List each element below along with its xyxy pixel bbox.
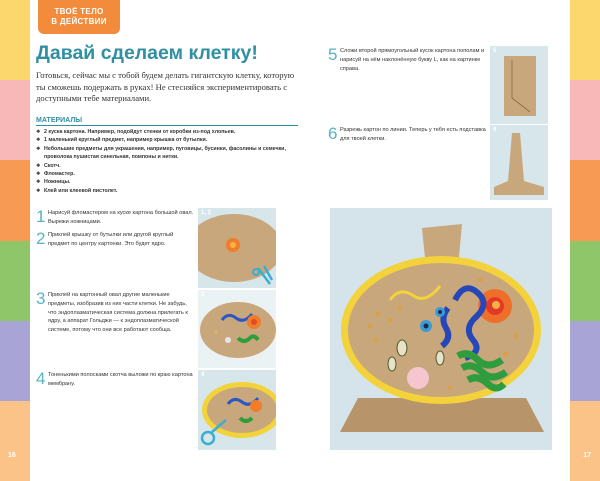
step-5 bbox=[328, 46, 486, 73]
step-text: Нарисуй фломастером на куске картона большой овал. Вырежи ножницами. bbox=[48, 210, 194, 225]
materials-divider bbox=[36, 125, 298, 126]
photo-step-4 bbox=[198, 370, 276, 450]
step-4 bbox=[36, 370, 194, 389]
cardboard-oval-image bbox=[198, 208, 276, 288]
material-item: ❖ Клей или клеевой пистолет. bbox=[36, 187, 304, 195]
materials-heading: МАТЕРИАЛЫ bbox=[36, 117, 83, 124]
cut-stand-image bbox=[490, 125, 548, 200]
material-item: ❖ 2 куска картона. Например, подойдут стенки от коробки из-под хлопьев. bbox=[36, 128, 304, 136]
photo-finished-cell bbox=[330, 208, 552, 450]
material-item: ❖ 1 маленький круглый предмет, например крышка от бутылки. bbox=[36, 136, 304, 144]
material-item: ❖ Фломастер. bbox=[36, 170, 304, 178]
step-text: Тоненькими полосками скотча выложи по краю картона мембрану. bbox=[48, 372, 193, 387]
step-number: 3 bbox=[36, 289, 46, 308]
photo-label: 6 bbox=[493, 127, 497, 133]
photo-label: 4 bbox=[201, 372, 205, 378]
material-item: ❖ Скотч. bbox=[36, 162, 304, 170]
material-item: ❖ Ножницы. bbox=[36, 178, 304, 186]
step-number: 4 bbox=[36, 369, 46, 388]
step-number: 6 bbox=[328, 124, 338, 143]
step-text: Разрежь картон по линии. Теперь у тебя есть подставка для твоей клетки. bbox=[340, 127, 486, 142]
photo-step-3 bbox=[198, 290, 276, 368]
photo-steps-1-2 bbox=[198, 208, 276, 288]
step-text: Приклей крышку от бутылки или другой круглый предмет по центру картонки. Это будет ядро. bbox=[48, 232, 174, 247]
materials-section bbox=[36, 117, 304, 195]
photo-step-5 bbox=[490, 46, 548, 124]
step-1 bbox=[36, 208, 194, 227]
step-number: 5 bbox=[328, 45, 338, 64]
folded-cardboard-image bbox=[490, 46, 548, 124]
left-color-stripes bbox=[0, 0, 30, 481]
step-number: 1 bbox=[36, 207, 46, 226]
badge-line-1: ТВОЁ ТЕЛО bbox=[54, 7, 104, 16]
step-text: Приклей на картонный овал другие маленькие предметы, изобразив из них части клетки. Не забудь, что эндоплазматическая система должна прилегать к ядру, а аппарат Гольджи — к эндоплазматической системе, потому что они все работают сообща. bbox=[48, 292, 188, 334]
photo-label: 3 bbox=[201, 292, 205, 298]
page-title: Давай сделаем клетку! bbox=[36, 42, 258, 64]
photo-label: 1, 2 bbox=[201, 210, 212, 216]
finished-cell-image bbox=[330, 208, 552, 450]
material-item: ❖ Небольшие предметы для украшения, например, пуговицы, бусинки, фасолины и семечки, проволока пушистая синельная, помпоны и нитки. bbox=[36, 145, 304, 162]
tape-membrane-image bbox=[198, 370, 276, 450]
step-number: 2 bbox=[36, 229, 46, 248]
intro-paragraph: Готовься, сейчас мы с тобой будем делать гигантскую клетку, которую ты сможешь подержать в руках! Не стесняйся экспериментировать с доступными тебе материалами. bbox=[36, 70, 295, 103]
page-number-left: 16 bbox=[8, 452, 16, 459]
photo-label: 5 bbox=[493, 48, 497, 54]
photo-step-6 bbox=[490, 125, 548, 200]
page-number-right: 17 bbox=[583, 452, 591, 459]
step-text: Сложи второй прямоугольный кусок картона пополам и нарисуй на нём наклонённую букву L, как на картинке справа. bbox=[340, 48, 485, 72]
step-2 bbox=[36, 230, 194, 249]
step-6 bbox=[328, 125, 486, 144]
badge-line-2: В ДЕЙСТВИИ bbox=[51, 17, 107, 26]
step-3 bbox=[36, 290, 194, 335]
section-badge bbox=[38, 0, 120, 34]
cell-parts-image bbox=[198, 290, 276, 368]
materials-list bbox=[36, 128, 304, 195]
right-color-stripes bbox=[570, 0, 600, 481]
